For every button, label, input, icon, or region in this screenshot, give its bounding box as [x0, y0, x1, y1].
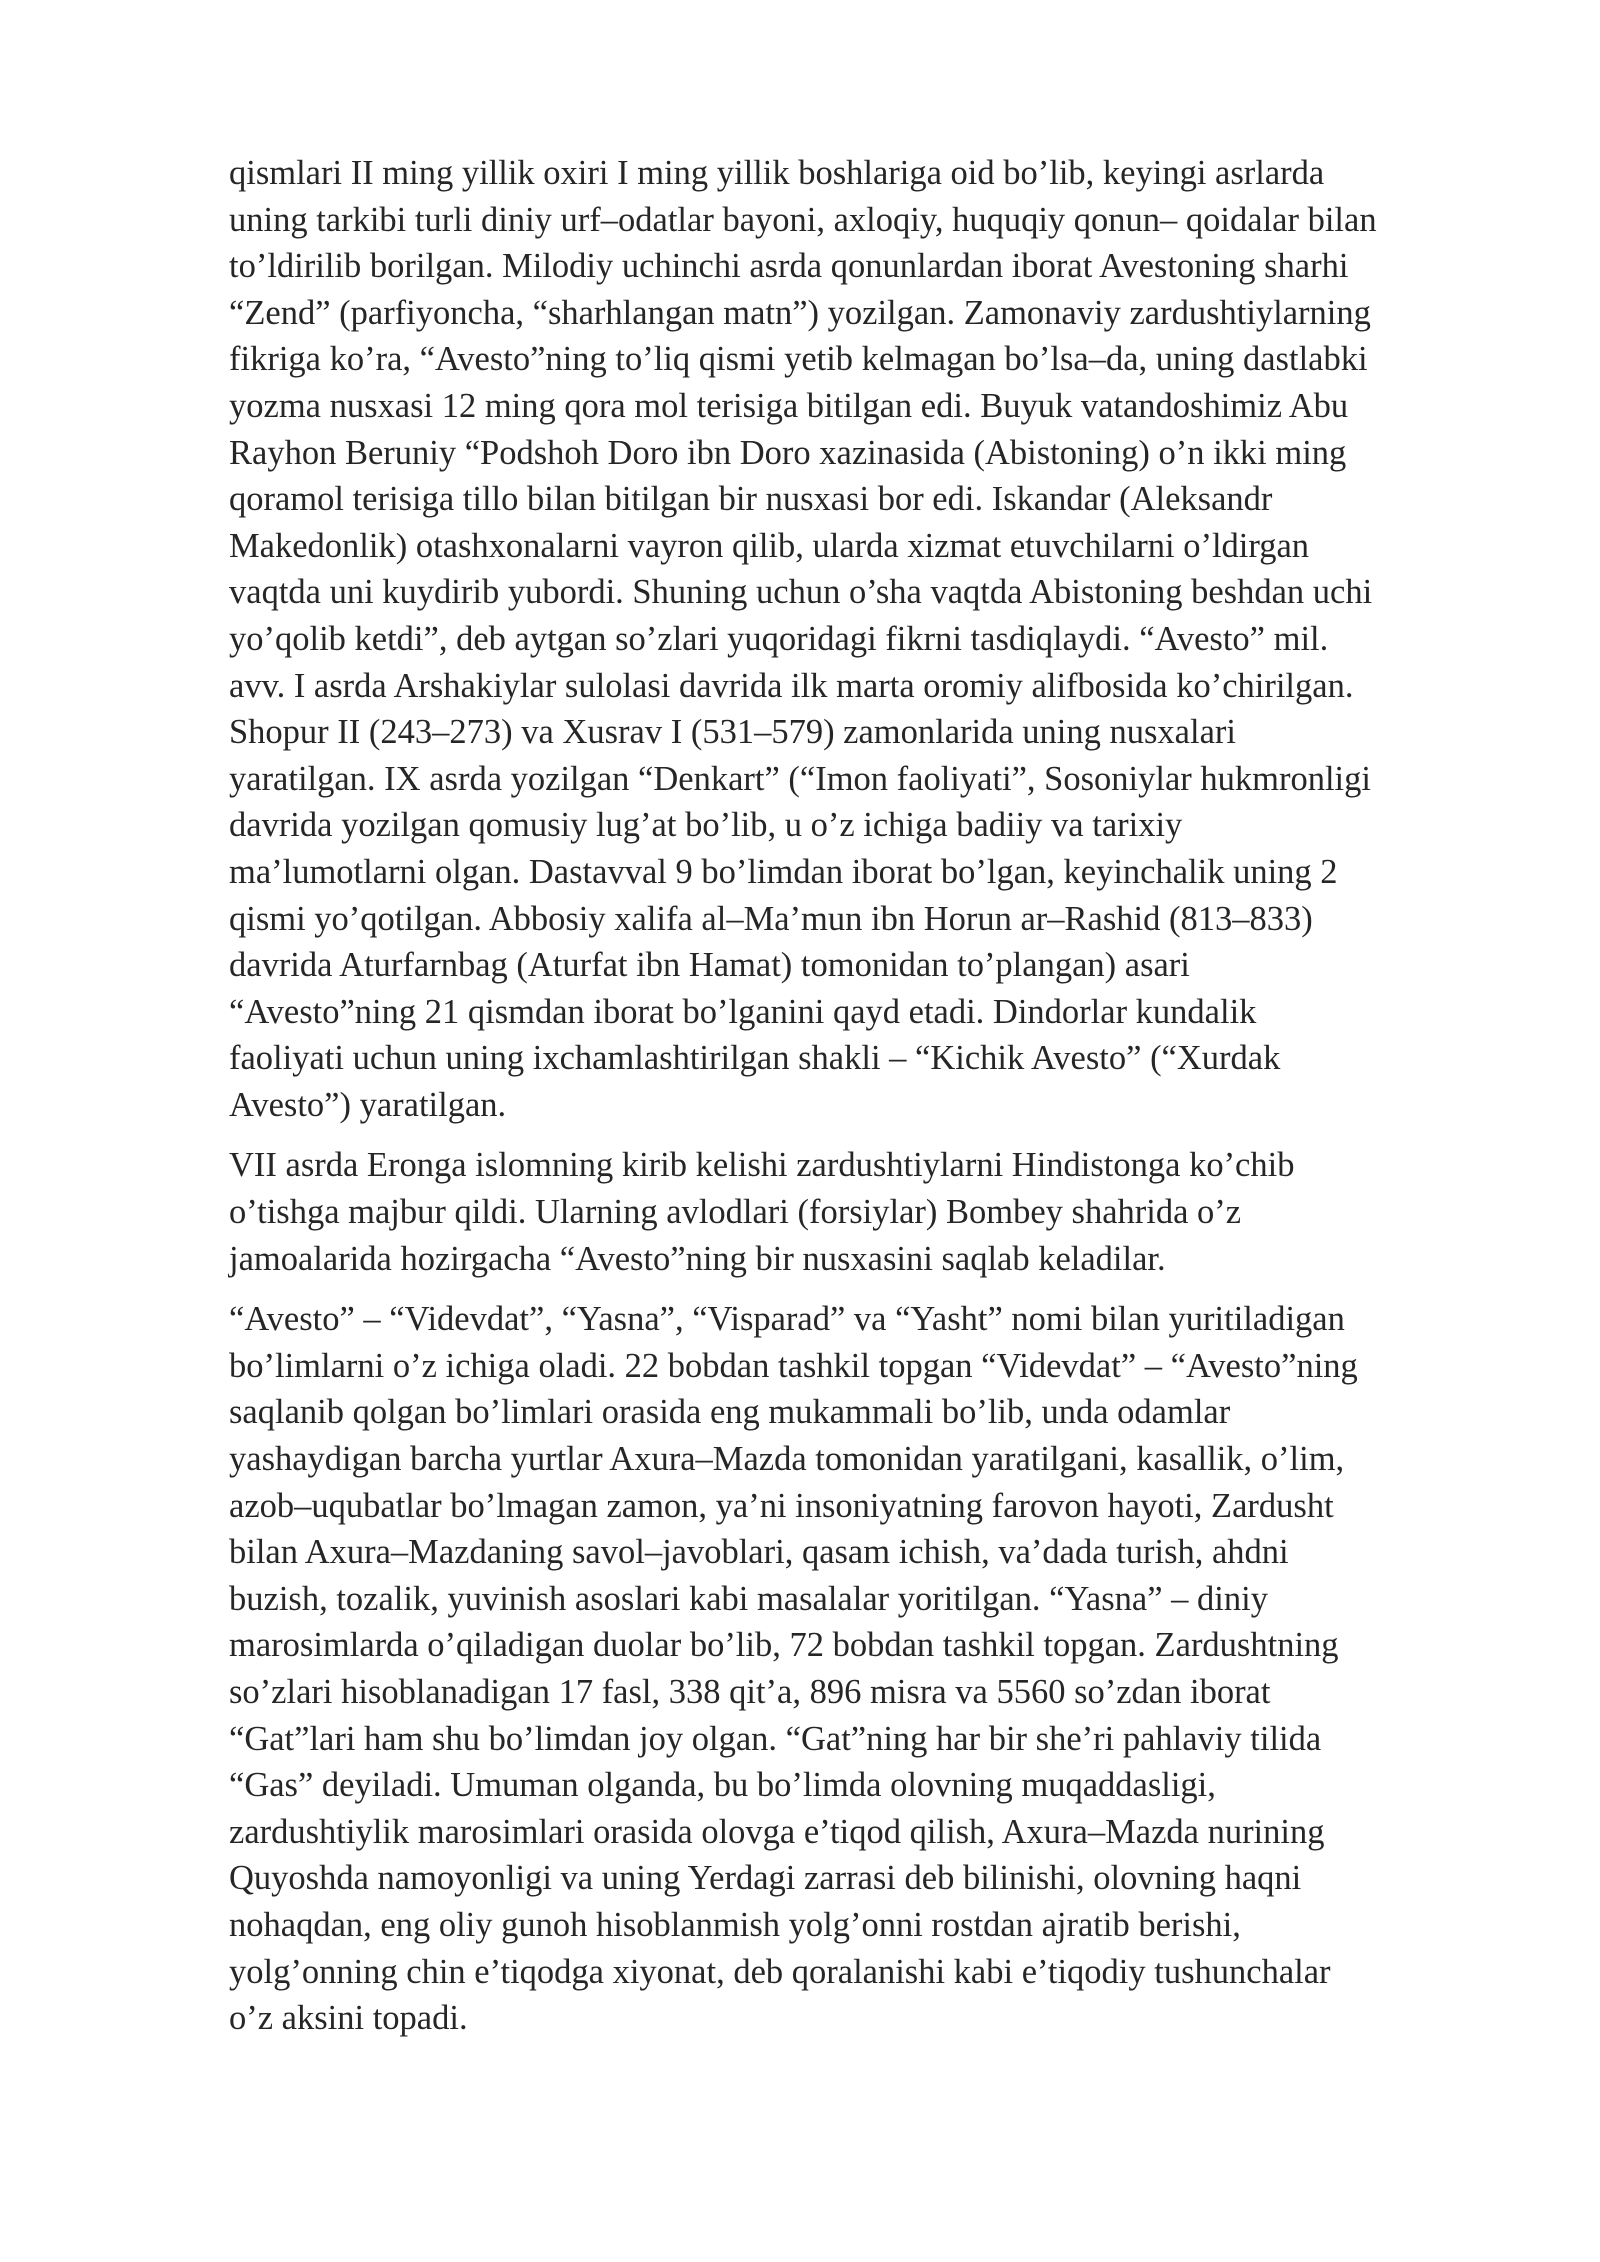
text-line: azob–uqubatlar bo’lmagan zamon, ya’ni insoniyatning farovon hayoti, Zardusht: [229, 1486, 1334, 1525]
text-line: saqlanib qolgan bo’limlari orasida eng mukammali bo’lib, unda odamlar: [229, 1393, 1231, 1432]
text-line: vaqtda uni kuydirib yubordi. Shuning uchun o’sha vaqtda Abistoning beshdan uchi: [229, 573, 1373, 612]
text-line: jamoalarida hozirgacha “Avesto”ning bir nusxasini saqlab keladilar.: [229, 1239, 1166, 1278]
paragraph-avesto-sections: [229, 1296, 1529, 2042]
text-line: davrida yozilgan qomusiy lug’at bo’lib, u o’z ichiga badiiy va tarixiy: [229, 806, 1183, 845]
text-line: davrida Aturfarnbag (Aturfat ibn Hamat) tomonidan to’plangan) asari: [229, 946, 1190, 985]
text-line: o’tishga majbur qildi. Ularning avlodlari (forsiylar) Bombey shahrida o’z: [229, 1193, 1242, 1232]
text-line: to’ldirilib borilgan. Milodiy uchinchi asrda qonunlardan iborat Avestoning sharhi: [229, 247, 1349, 286]
document-body: [229, 150, 1529, 2056]
text-line: Makedonlik) otashxonalarni vayron qilib, ularda xizmat etuvchilarni o’ldirgan: [229, 526, 1310, 565]
paragraph-avesto-history: [229, 150, 1529, 1128]
paragraph-migration: [229, 1142, 1529, 1282]
text-line: yaratilgan. IX asrda yozilgan “Denkart” (“Imon faoliyati”, Sosoniylar hukmronligi: [229, 759, 1371, 798]
text-line: fikriga ko’ra, “Avesto”ning to’liq qismi yetib kelmagan bo’lsa–da, uning dastlabki: [229, 340, 1368, 379]
text-line: qismi yo’qotilgan. Abbosiy xalifa al–Ma’mun ibn Horun ar–Rashid (813–833): [229, 899, 1313, 938]
text-line: yo’qolib ketdi”, deb aytgan so’zlari yuqoridagi fikrni tasdiqlaydi. “Avesto” mil.: [229, 619, 1329, 658]
text-line: uning tarkibi turli diniy urf–odatlar bayoni, axloqiy, huquqiy qonun– qoidalar bilan: [229, 200, 1377, 239]
text-line: qoramol terisiga tillo bilan bitilgan bir nusxasi bor edi. Iskandar (Aleksandr: [229, 480, 1273, 519]
text-line: bo’limlarni o’z ichiga oladi. 22 bobdan tashkil topgan “Videvdat” – “Avesto”ning: [229, 1346, 1358, 1385]
text-line: Quyoshda namoyonligi va uning Yerdagi zarrasi deb bilinishi, olovning haqni: [229, 1859, 1302, 1898]
text-line: o’z aksini topadi.: [229, 1999, 468, 2038]
text-line: ma’lumotlarni olgan. Dastavval 9 bo’limdan iborat bo’lgan, keyinchalik uning 2: [229, 852, 1338, 891]
text-line: Rayhon Beruniy “Podshoh Doro ibn Doro xazinasida (Abistoning) o’n ikki ming: [229, 433, 1347, 472]
text-line: zardushtiylik marosimlari orasida olovga e’tiqod qilish, Axura–Mazda nurining: [229, 1812, 1325, 1851]
text-line: “Gat”lari ham shu bo’limdan joy olgan. “Gat”ning har bir she’ri pahlaviy tilida: [229, 1719, 1322, 1758]
text-line: “Avesto”ning 21 qismdan iborat bo’lganini qayd etadi. Dindorlar kundalik: [229, 992, 1257, 1031]
text-line: “Avesto” – “Videvdat”, “Yasna”, “Visparad” va “Yasht” nomi bilan yuritiladigan: [229, 1300, 1345, 1339]
text-line: Avesto”) yaratilgan.: [229, 1085, 507, 1124]
text-line: yashaydigan barcha yurtlar Axura–Mazda tomonidan yaratilgani, kasallik, o’lim,: [229, 1440, 1345, 1479]
text-line: avv. I asrda Arshakiylar sulolasi davrida ilk marta oromiy alifbosida ko’chirilgan.: [229, 666, 1354, 705]
text-line: so’zlari hisoblanadigan 17 fasl, 338 qit’a, 896 misra va 5560 so’zdan iborat: [229, 1673, 1271, 1711]
text-line: VII asrda Eronga islomning kirib kelishi zardushtiylarni Hindistonga ko’chib: [229, 1146, 1295, 1185]
text-line: yozma nusxasi 12 ming qora mol terisiga bitilgan edi. Buyuk vatandoshimiz Abu: [229, 386, 1349, 425]
text-line: marosimlarda o’qiladigan duolar bo’lib, 72 bobdan tashkil topgan. Zardushtning: [229, 1626, 1339, 1665]
text-line: buzish, tozalik, yuvinish asoslari kabi masalalar yoritilgan. “Yasna” – diniy: [229, 1579, 1268, 1618]
text-line: Shopur II (243–273) va Xusrav I (531–579) zamonlarida uning nusxalari: [229, 713, 1236, 752]
text-line: nohaqdan, eng oliy gunoh hisoblanmish yolg’onni rostdan ajratib berishi,: [229, 1905, 1241, 1944]
text-line: qismlari II ming yillik oxiri I ming yillik boshlariga oid bo’lib, keyingi asrlarda: [229, 154, 1325, 192]
text-line: yolg’onning chin e’tiqodga xiyonat, deb qoralanishi kabi e’tiqodiy tushunchalar: [229, 1952, 1331, 1991]
text-line: faoliyati uchun uning ixchamlashtirilgan shakli – “Kichik Avesto” (“Xurdak: [229, 1039, 1281, 1078]
text-line: “Zend” (parfiyoncha, “sharhlangan matn”) yozilgan. Zamonaviy zardushtiylarning: [229, 293, 1371, 332]
text-line: bilan Axura–Mazdaning savol–javoblari, qasam ichish, va’dada turish, ahdni: [229, 1533, 1289, 1572]
text-line: “Gas” deyiladi. Umuman olganda, bu bo’limda olovning muqaddasligi,: [229, 1766, 1216, 1805]
